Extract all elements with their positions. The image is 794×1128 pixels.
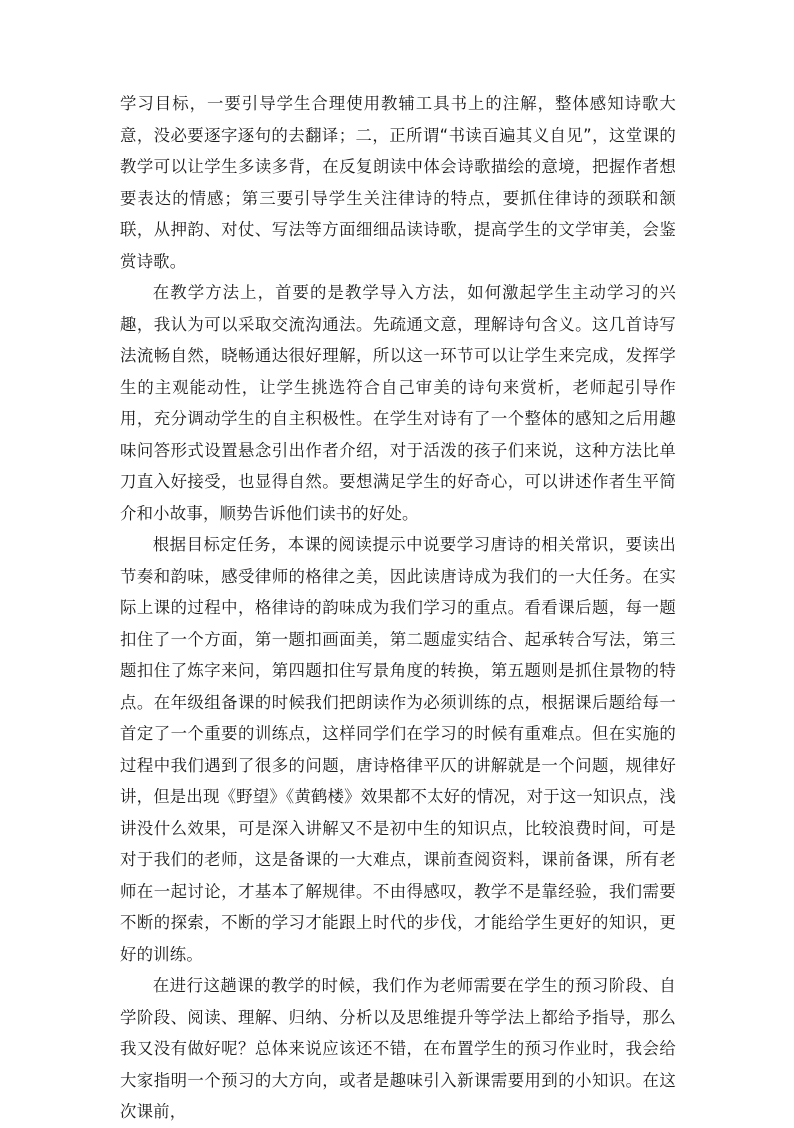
paragraph-2: 在教学方法上，首要的是教学导入方法，如何激起学生主动学习的兴趣，我认为可以采取交流沟通法。先疏通文意，理解诗句含义。这几首诗写法流畅自然，晓畅通达很好理解，所以这一环节可以让学生来完成，发挥学生的主观能动性，让学生挑选符合自己审美的诗句来赏析，老师起引导作用，充分调动学生的自主积极性。在学生对诗有了一个整体的感知之后用趣味问答形式设置悬念引出作者介绍，对于活泼的孩子们来说，这种方法比单刀直入好接受，也显得自然。要想满足学生的好奇心，可以讲述作者生平简介和小故事，顺势告诉他们读书的好处。 bbox=[120, 283, 676, 523]
paragraph-4: 在进行这趟课的教学的时候，我们作为老师需要在学生的预习阶段、自学阶段、阅读、理解、归纳、分析以及思维提升等学法上都给予指导，那么我又没有做好呢？总体来说应该还不错，在布置学生的预习作业时，我会给大家指明一个预习的大方向，或者是趣味引入新课需要用到的小知识。在这次课前， bbox=[120, 976, 676, 1121]
paragraph-3: 根据目标定任务，本课的阅读提示中说要学习唐诗的相关常识，要读出节奏和韵味，感受律师的格律之美，因此读唐诗成为我们的一大任务。在实际上课的过程中，格律诗的韵味成为我们学习的重点。看看课后题，每一题扣住了一个方面，第一题扣画面美，第二题虚实结合、起承转合写法，第三题扣住了炼字来问，第四题扣住写景角度的转换，第五题则是抓住景物的特点。在年级组备课的时候我们把朗读作为必须训练的点，根据课后题给每一首定了一个重要的训练点，这样同学们在学习的时候有重难点。但在实施的过程中我们遇到了很多的问题，唐诗格律平仄的讲解就是一个问题，规律好讲，但是出现《野望》《黄鹤楼》效果都不太好的情况，对于这一知识点，浅讲没什么效果，可是深入讲解又不是初中生的知识点，比较浪费时间，可是对于我们的老师，这是备课的一大难点，课前查阅资料，课前备课，所有老师在一起讨论，才基本了解规律。不由得感叹，教学不是靠经验，我们需要不断的探索，不断的学习才能跟上时代的步伐，才能给学生更好的知识，更好的训练。 bbox=[120, 535, 676, 964]
paragraph-1: 学习目标，一要引导学生合理使用教辅工具书上的注解，整体感知诗歌大意，没必要逐字逐句的去翻译；二，正所谓“书读百遍其义自见”，这堂课的教学可以让学生多读多背，在反复朗读中体会诗歌描绘的意境，把握作者想要表达的情感；第三要引导学生关注律诗的特点，要抓住律诗的颈联和颔联，从押韵、对仗、写法等方面细细品读诗歌，提高学生的文学审美，会鉴赏诗歌。 bbox=[120, 94, 676, 271]
document-body bbox=[120, 88, 676, 1128]
